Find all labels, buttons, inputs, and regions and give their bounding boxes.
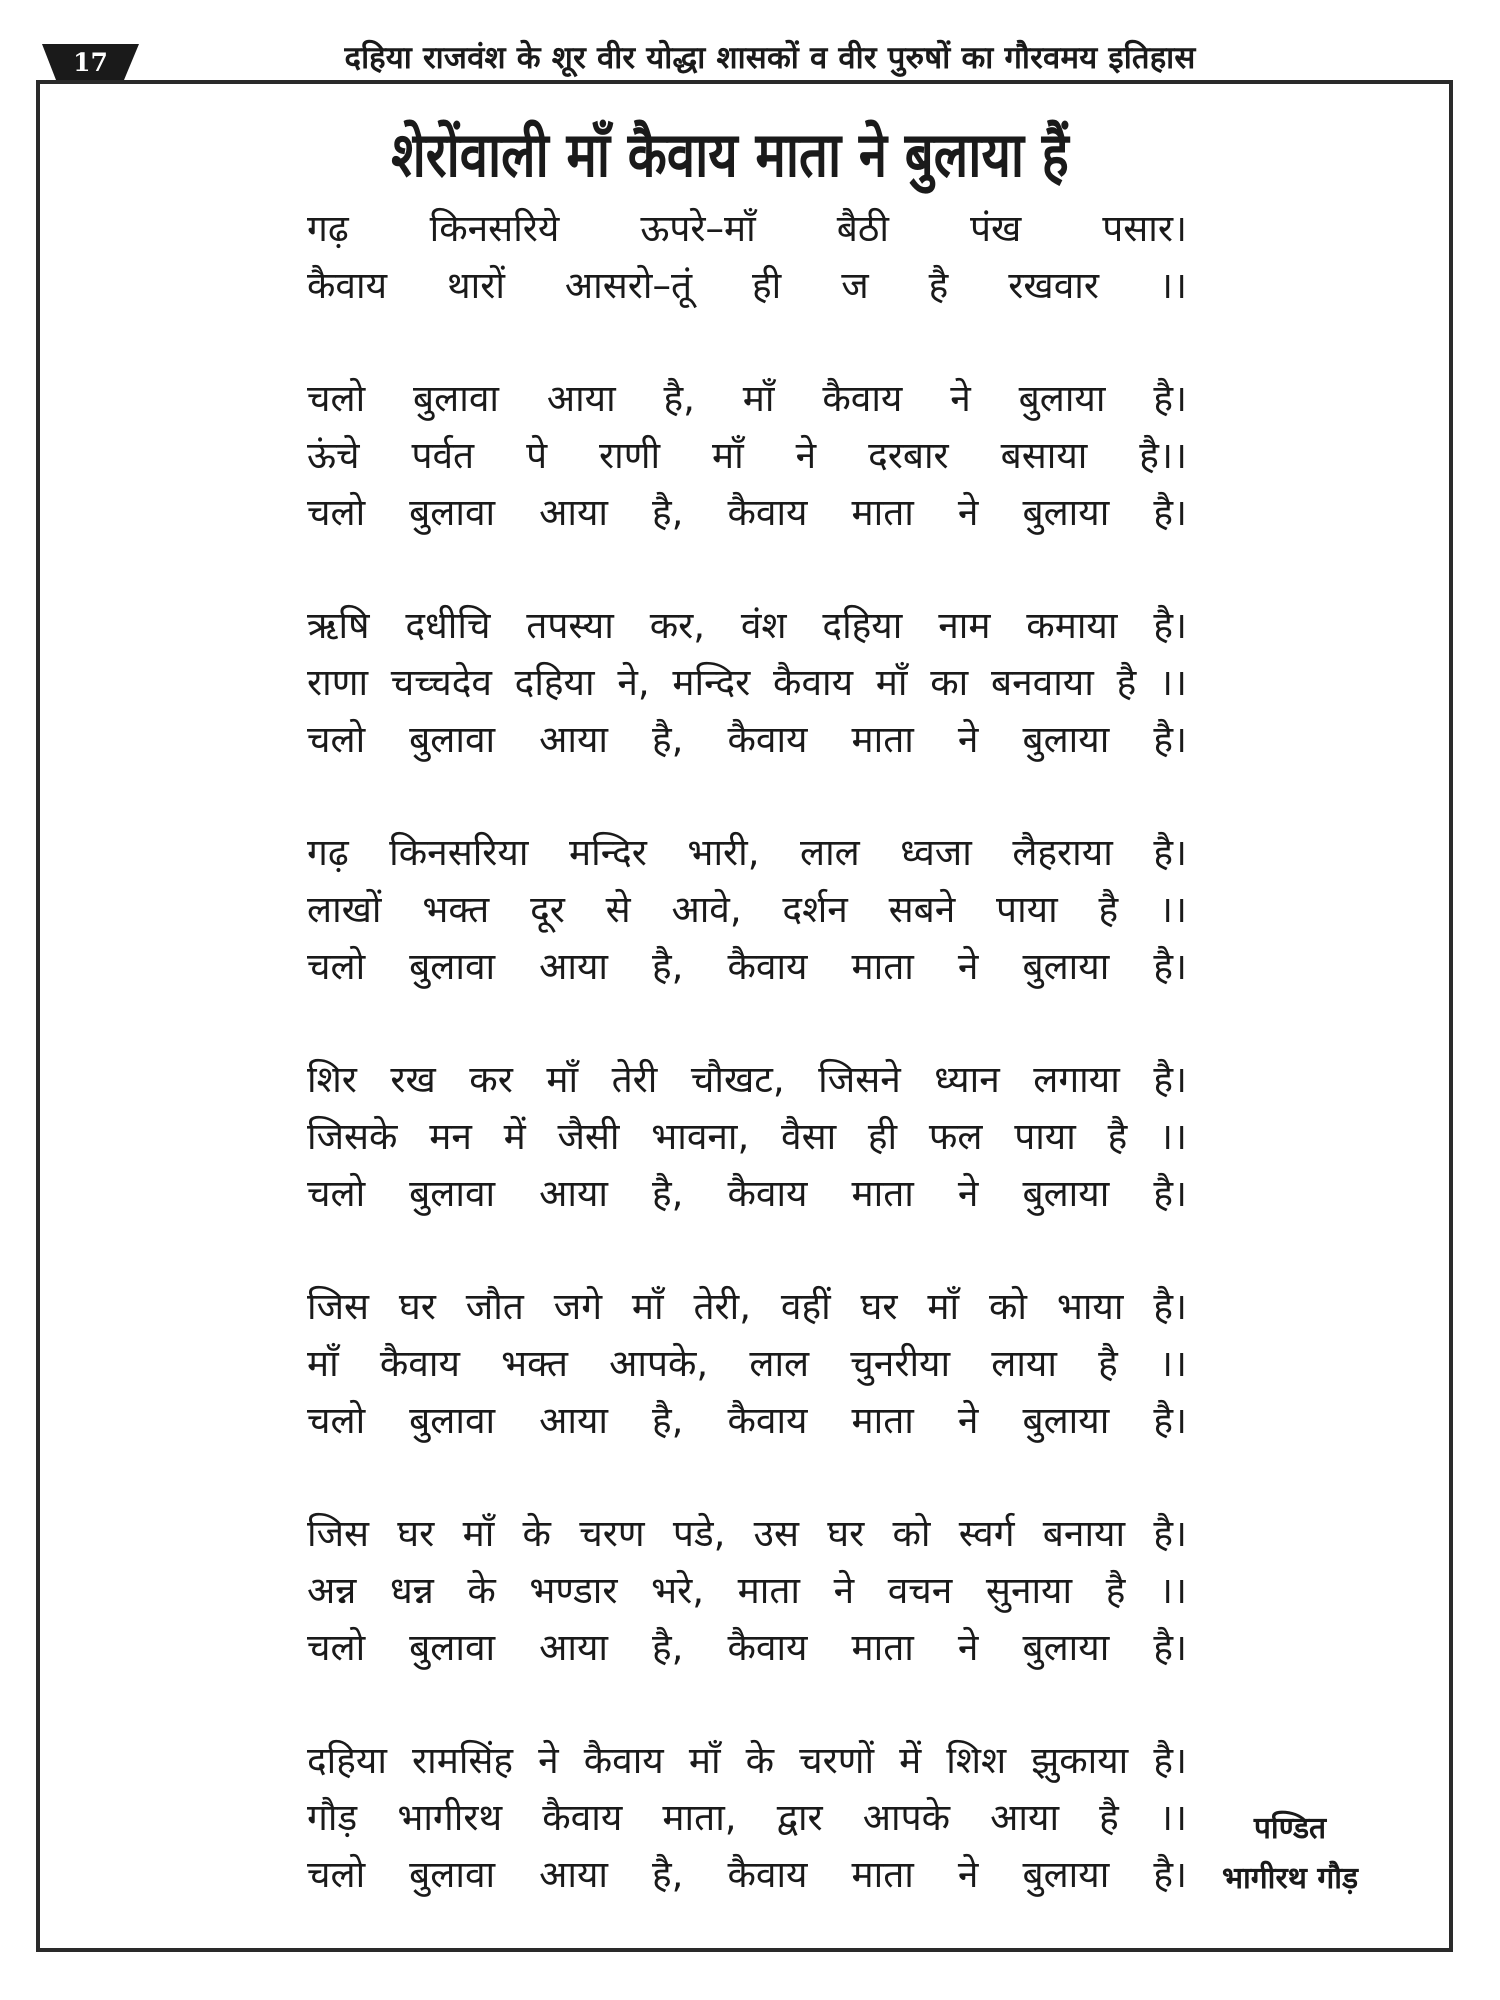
verse-line: चलो बुलावा आया है, कैवाय माता ने बुलाया है।: [307, 1626, 1187, 1669]
verse-line: माँ कैवाय भक्त आपके, लाल चुनरीया लाया है ।।: [307, 1342, 1187, 1385]
verse-line: गढ़ किनसरिये ऊपरे–माँ बैठी पंख पसार।: [307, 207, 1187, 250]
verse-line: चलो बुलावा आया है, कैवाय माता ने बुलाया है।: [307, 1399, 1187, 1442]
stanza: [307, 1505, 1187, 1676]
verse-line: लाखों भक्त दूर से आवे, दर्शन सबने पाया है ।।: [307, 888, 1187, 931]
verse-line: गौड़ भागीरथ कैवाय माता, द्वार आपके आया है ।।: [307, 1796, 1187, 1839]
page-number: 17: [73, 48, 108, 77]
verse-line: जिस घर जौत जगे माँ तेरी, वहीं घर माँ को भाया है।: [307, 1285, 1187, 1328]
verse-line: शिर रख कर माँ तेरी चौखट, जिसने ध्यान लगाया है।: [307, 1058, 1187, 1101]
verse-line: दहिया रामसिंह ने कैवाय माँ के चरणों में शिश झुकाया है।: [307, 1739, 1187, 1782]
verse-line: जिसके मन में जैसी भावना, वैसा ही फल पाया है ।।: [307, 1115, 1187, 1158]
poem-verses: [307, 200, 1187, 1959]
verse-line: चलो बुलावा आया है, माँ कैवाय ने बुलाया है।: [307, 377, 1187, 420]
author-honorific: पण्डित: [1253, 1811, 1327, 1846]
verse-line: राणा चच्चदेव दहिया ने, मन्दिर कैवाय माँ का बनवाया है ।।: [307, 661, 1187, 704]
verse-line: चलो बुलावा आया है, कैवाय माता ने बुलाया है।: [307, 491, 1187, 534]
page-number-tab: [42, 44, 139, 80]
verse-line: जिस घर माँ के चरण पडे, उस घर को स्वर्ग बनाया है।: [307, 1512, 1187, 1555]
verse-line: गढ़ किनसरिया मन्दिर भारी, लाल ध्वजा लैहराया है।: [307, 831, 1187, 874]
verse-line: कैवाय थारों आसरो–तूं ही ज है रखवार ।।: [307, 264, 1187, 307]
stanza: [307, 370, 1187, 541]
verse-line: ऊंचे पर्वत पे राणी माँ ने दरबार बसाया है।।: [307, 434, 1187, 477]
verse-line: ऋषि दधीचि तपस्या कर, वंश दहिया नाम कमाया है।: [307, 604, 1187, 647]
stanza: [307, 200, 1187, 314]
verse-line: अन्न धन्न के भण्डार भरे, माता ने वचन सुनाया है ।।: [307, 1569, 1187, 1612]
stanza: [307, 824, 1187, 995]
verse-line: चलो बुलावा आया है, कैवाय माता ने बुलाया है।: [307, 1172, 1187, 1215]
verse-line: चलो बुलावा आया है, कैवाय माता ने बुलाया है।: [307, 1853, 1187, 1896]
running-header-title: दहिया राजवंश के शूर वीर योद्धा शासकों व वीर पुरुषों का गौरवमय इतिहास: [344, 40, 1196, 76]
author-credit: [1195, 1804, 1385, 1904]
verse-line: चलो बुलावा आया है, कैवाय माता ने बुलाया है।: [307, 945, 1187, 988]
poem-title: शेरोंवाली माँ कैवाय माता ने बुलाया हैं: [391, 118, 1069, 191]
stanza: [307, 1732, 1187, 1903]
stanza: [307, 1051, 1187, 1222]
stanza: [307, 1278, 1187, 1449]
stanza: [307, 597, 1187, 768]
verse-line: चलो बुलावा आया है, कैवाय माता ने बुलाया है।: [307, 718, 1187, 761]
author-name: भागीरथ गौड़: [1221, 1861, 1359, 1896]
